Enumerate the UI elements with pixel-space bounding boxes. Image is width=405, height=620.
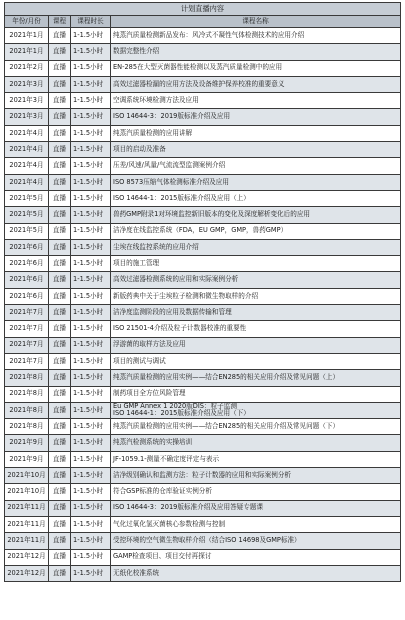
cell-course-type: 直播 bbox=[49, 60, 71, 76]
cell-duration: 1-1.5小时 bbox=[71, 207, 111, 223]
cell-course-name: 无纸化校准系统 bbox=[111, 565, 401, 581]
cell-date: 2021年4月 bbox=[5, 174, 49, 190]
cell-duration: 1-1.5小时 bbox=[71, 484, 111, 500]
cell-course-type: 直播 bbox=[49, 28, 71, 44]
table-row bbox=[5, 288, 401, 304]
cell-course-name: 高效过滤器检测系统的应用和实际案例分析 bbox=[111, 272, 401, 288]
cell-course-type: 直播 bbox=[49, 435, 71, 451]
table-row bbox=[5, 386, 401, 402]
table-row bbox=[5, 419, 401, 435]
cell-course-type: 直播 bbox=[49, 158, 71, 174]
table-row bbox=[5, 565, 401, 581]
cell-course-type: 直播 bbox=[49, 451, 71, 467]
cell-duration: 1-1.5小时 bbox=[71, 223, 111, 239]
cell-course-type: 直播 bbox=[49, 142, 71, 158]
cell-course-name: 项目的测试与调试 bbox=[111, 353, 401, 369]
cell-duration: 1-1.5小时 bbox=[71, 451, 111, 467]
table-row bbox=[5, 468, 401, 484]
cell-duration: 1-1.5小时 bbox=[71, 565, 111, 581]
cell-date: 2021年9月 bbox=[5, 435, 49, 451]
cell-duration: 1-1.5小时 bbox=[71, 28, 111, 44]
table-row bbox=[5, 484, 401, 500]
cell-date: 2021年3月 bbox=[5, 76, 49, 92]
cell-course-name: 纯蒸汽质量检测新品发布：风冷式不凝性气体检测技术的应用介绍 bbox=[111, 28, 401, 44]
table-row bbox=[5, 125, 401, 141]
cell-course-type: 直播 bbox=[49, 321, 71, 337]
table-row bbox=[5, 44, 401, 60]
cell-duration: 1-1.5小时 bbox=[71, 321, 111, 337]
cell-course-name: EN-285在大型灭菌器性能检测以及蒸汽质量检测中的应用 bbox=[111, 60, 401, 76]
cell-duration: 1-1.5小时 bbox=[71, 76, 111, 92]
cell-course-name: 数据完整性介绍 bbox=[111, 44, 401, 60]
cell-course-name: ISO 14644-3：2019版标准介绍及应用 bbox=[111, 109, 401, 125]
cell-duration: 1-1.5小时 bbox=[71, 533, 111, 549]
cell-course-name: 洁净级别确认和监测方法：粒子计数器的应用和实际案例分析 bbox=[111, 468, 401, 484]
cell-duration: 1-1.5小时 bbox=[71, 549, 111, 565]
cell-date: 2021年6月 bbox=[5, 239, 49, 255]
table-row bbox=[5, 93, 401, 109]
header-duration: 课程时长 bbox=[71, 16, 111, 28]
cell-date: 2021年11月 bbox=[5, 533, 49, 549]
cell-course-name: 兽药GMP附录1对环境监控新旧版本的变化及深度解析变化后的应用 bbox=[111, 207, 401, 223]
cell-course-name: 纯蒸汽质量检测的应用实例——结合EN285的相关应用介绍及常见问题（上） bbox=[111, 370, 401, 386]
cell-date: 2021年5月 bbox=[5, 190, 49, 206]
cell-duration: 1-1.5小时 bbox=[71, 109, 111, 125]
table-row bbox=[5, 500, 401, 516]
cell-date: 2021年4月 bbox=[5, 142, 49, 158]
cell-duration: 1-1.5小时 bbox=[71, 256, 111, 272]
table-row bbox=[5, 60, 401, 76]
table-body bbox=[5, 28, 401, 582]
cell-course-type: 直播 bbox=[49, 174, 71, 190]
live-course-schedule-table bbox=[4, 2, 401, 582]
table-row bbox=[5, 321, 401, 337]
table-row bbox=[5, 435, 401, 451]
cell-date: 2021年8月 bbox=[5, 419, 49, 435]
cell-date: 2021年6月 bbox=[5, 256, 49, 272]
cell-duration: 1-1.5小时 bbox=[71, 337, 111, 353]
table-row bbox=[5, 28, 401, 44]
cell-course-type: 直播 bbox=[49, 93, 71, 109]
cell-course-name: 洁净度监测阶段的应用及数据传输和管理 bbox=[111, 305, 401, 321]
cell-duration: 1-1.5小时 bbox=[71, 402, 111, 418]
cell-course-type: 直播 bbox=[49, 288, 71, 304]
cell-date: 2021年3月 bbox=[5, 93, 49, 109]
table-row bbox=[5, 239, 401, 255]
table-row bbox=[5, 353, 401, 369]
cell-course-type: 直播 bbox=[49, 337, 71, 353]
cell-date: 2021年5月 bbox=[5, 207, 49, 223]
cell-course-type: 直播 bbox=[49, 565, 71, 581]
cell-course-name: 尘埃在线监控系统的应用介绍 bbox=[111, 239, 401, 255]
table-row bbox=[5, 158, 401, 174]
cell-duration: 1-1.5小时 bbox=[71, 386, 111, 402]
table-row bbox=[5, 207, 401, 223]
cell-course-type: 直播 bbox=[49, 533, 71, 549]
cell-course-type: 直播 bbox=[49, 190, 71, 206]
cell-date: 2021年1月 bbox=[5, 28, 49, 44]
cell-course-type: 直播 bbox=[49, 109, 71, 125]
table-header-row bbox=[5, 16, 401, 28]
cell-course-name: ISO 14644-3：2019版标准介绍及应用答疑专题课 bbox=[111, 500, 401, 516]
cell-date: 2021年4月 bbox=[5, 125, 49, 141]
cell-duration: 1-1.5小时 bbox=[71, 353, 111, 369]
cell-course-name: 洁净度在线监控系统（FDA，EU GMP，GMP，兽药GMP） bbox=[111, 223, 401, 239]
cell-course-type: 直播 bbox=[49, 44, 71, 60]
table-title-row bbox=[5, 3, 401, 16]
cell-date: 2021年12月 bbox=[5, 565, 49, 581]
table-title: 计划直播内容 bbox=[5, 3, 401, 16]
schedule-table-container bbox=[4, 2, 401, 582]
cell-course-name: 高效过滤器检漏的应用方法及设备维护保养校准的重要意义 bbox=[111, 76, 401, 92]
table-row bbox=[5, 402, 401, 418]
cell-duration: 1-1.5小时 bbox=[71, 370, 111, 386]
cell-date: 2021年8月 bbox=[5, 386, 49, 402]
cell-duration: 1-1.5小时 bbox=[71, 190, 111, 206]
cell-course-type: 直播 bbox=[49, 419, 71, 435]
cell-course-name: JF-1059.1-测量不确定度评定与表示 bbox=[111, 451, 401, 467]
cell-course-type: 直播 bbox=[49, 256, 71, 272]
cell-course-type: 直播 bbox=[49, 305, 71, 321]
cell-course-name: 受控环境的空气微生物取样介绍（结合ISO 14698及GMP标准） bbox=[111, 533, 401, 549]
cell-date: 2021年11月 bbox=[5, 516, 49, 532]
table-row bbox=[5, 109, 401, 125]
cell-duration: 1-1.5小时 bbox=[71, 500, 111, 516]
cell-course-type: 直播 bbox=[49, 76, 71, 92]
cell-course-type: 直播 bbox=[49, 516, 71, 532]
cell-course-name: ISO 14644-1：2015版标准介绍及应用（上） bbox=[111, 190, 401, 206]
cell-course-name: 符合GSP标准的仓库验证实例分析 bbox=[111, 484, 401, 500]
cell-date: 2021年11月 bbox=[5, 500, 49, 516]
header-date: 年份/月份 bbox=[5, 16, 49, 28]
cell-duration: 1-1.5小时 bbox=[71, 174, 111, 190]
cell-date: 2021年7月 bbox=[5, 337, 49, 353]
cell-date: 2021年7月 bbox=[5, 321, 49, 337]
cell-duration: 1-1.5小时 bbox=[71, 468, 111, 484]
cell-date: 2021年6月 bbox=[5, 272, 49, 288]
cell-course-type: 直播 bbox=[49, 125, 71, 141]
cell-duration: 1-1.5小时 bbox=[71, 93, 111, 109]
cell-course-type: 直播 bbox=[49, 353, 71, 369]
table-row bbox=[5, 549, 401, 565]
cell-course-name: 气化过氧化氢灭菌核心参数检测与控制 bbox=[111, 516, 401, 532]
cell-date: 2021年6月 bbox=[5, 288, 49, 304]
cell-course-type: 直播 bbox=[49, 239, 71, 255]
cell-course-type: 直播 bbox=[49, 549, 71, 565]
cell-course-name: 压差/风速/风量/气流流型监测案例介绍 bbox=[111, 158, 401, 174]
cell-duration: 1-1.5小时 bbox=[71, 305, 111, 321]
cell-date: 2021年7月 bbox=[5, 353, 49, 369]
table-row bbox=[5, 451, 401, 467]
header-course-name: 课程名称 bbox=[111, 16, 401, 28]
cell-duration: 1-1.5小时 bbox=[71, 435, 111, 451]
cell-duration: 1-1.5小时 bbox=[71, 60, 111, 76]
cell-course-name: GAMP检查项目、项目交付再探讨 bbox=[111, 549, 401, 565]
cell-duration: 1-1.5小时 bbox=[71, 516, 111, 532]
cell-course-name: 纯蒸汽质量检测的应用实例——结合EN285的相关应用介绍及常见问题（下） bbox=[111, 419, 401, 435]
cell-course-name: ISO 21501-4介绍及粒子计数器校准的重要性 bbox=[111, 321, 401, 337]
cell-date: 2021年3月 bbox=[5, 109, 49, 125]
cell-course-name: 纯蒸汽检测系统的实操培训 bbox=[111, 435, 401, 451]
table-row bbox=[5, 516, 401, 532]
cell-date: 2021年10月 bbox=[5, 468, 49, 484]
cell-duration: 1-1.5小时 bbox=[71, 239, 111, 255]
table-row bbox=[5, 272, 401, 288]
table-row bbox=[5, 533, 401, 549]
cell-course-name: 浮游菌的取样方法及应用 bbox=[111, 337, 401, 353]
table-row bbox=[5, 174, 401, 190]
cell-course-name: 项目的施工管理 bbox=[111, 256, 401, 272]
cell-date: 2021年12月 bbox=[5, 549, 49, 565]
cell-course-name: Eu GMP Annex 1 2020版DIS：粒子监测 ISO 14644-1：2015版标准介绍及应用（下） bbox=[111, 402, 401, 418]
cell-date: 2021年5月 bbox=[5, 223, 49, 239]
table-row bbox=[5, 337, 401, 353]
header-type: 课程 bbox=[49, 16, 71, 28]
cell-course-type: 直播 bbox=[49, 484, 71, 500]
cell-date: 2021年10月 bbox=[5, 484, 49, 500]
cell-duration: 1-1.5小时 bbox=[71, 272, 111, 288]
cell-course-type: 直播 bbox=[49, 402, 71, 418]
cell-course-type: 直播 bbox=[49, 370, 71, 386]
cell-course-name: ISO 8573压缩气体检测标准介绍及应用 bbox=[111, 174, 401, 190]
cell-course-type: 直播 bbox=[49, 223, 71, 239]
table-row bbox=[5, 223, 401, 239]
cell-date: 2021年7月 bbox=[5, 305, 49, 321]
cell-duration: 1-1.5小时 bbox=[71, 125, 111, 141]
cell-date: 2021年8月 bbox=[5, 370, 49, 386]
cell-date: 2021年8月 bbox=[5, 402, 49, 418]
cell-date: 2021年4月 bbox=[5, 158, 49, 174]
cell-course-type: 直播 bbox=[49, 207, 71, 223]
cell-course-name: 制药项目全方位风险管理 bbox=[111, 386, 401, 402]
cell-date: 2021年1月 bbox=[5, 44, 49, 60]
cell-duration: 1-1.5小时 bbox=[71, 142, 111, 158]
cell-duration: 1-1.5小时 bbox=[71, 288, 111, 304]
table-row bbox=[5, 142, 401, 158]
cell-duration: 1-1.5小时 bbox=[71, 419, 111, 435]
table-row bbox=[5, 190, 401, 206]
cell-course-type: 直播 bbox=[49, 500, 71, 516]
table-row bbox=[5, 256, 401, 272]
cell-course-name: 新版药典中关于尘埃粒子检测和微生物取样的介绍 bbox=[111, 288, 401, 304]
cell-duration: 1-1.5小时 bbox=[71, 44, 111, 60]
cell-course-type: 直播 bbox=[49, 272, 71, 288]
cell-duration: 1-1.5小时 bbox=[71, 158, 111, 174]
cell-course-name: 项目的启动及准备 bbox=[111, 142, 401, 158]
cell-date: 2021年9月 bbox=[5, 451, 49, 467]
cell-course-type: 直播 bbox=[49, 386, 71, 402]
cell-date: 2021年2月 bbox=[5, 60, 49, 76]
table-row bbox=[5, 76, 401, 92]
table-row bbox=[5, 305, 401, 321]
table-row bbox=[5, 370, 401, 386]
cell-course-type: 直播 bbox=[49, 468, 71, 484]
cell-course-name: 纯蒸汽质量检测的应用讲解 bbox=[111, 125, 401, 141]
cell-course-name: 空调系统环境检测方法及应用 bbox=[111, 93, 401, 109]
